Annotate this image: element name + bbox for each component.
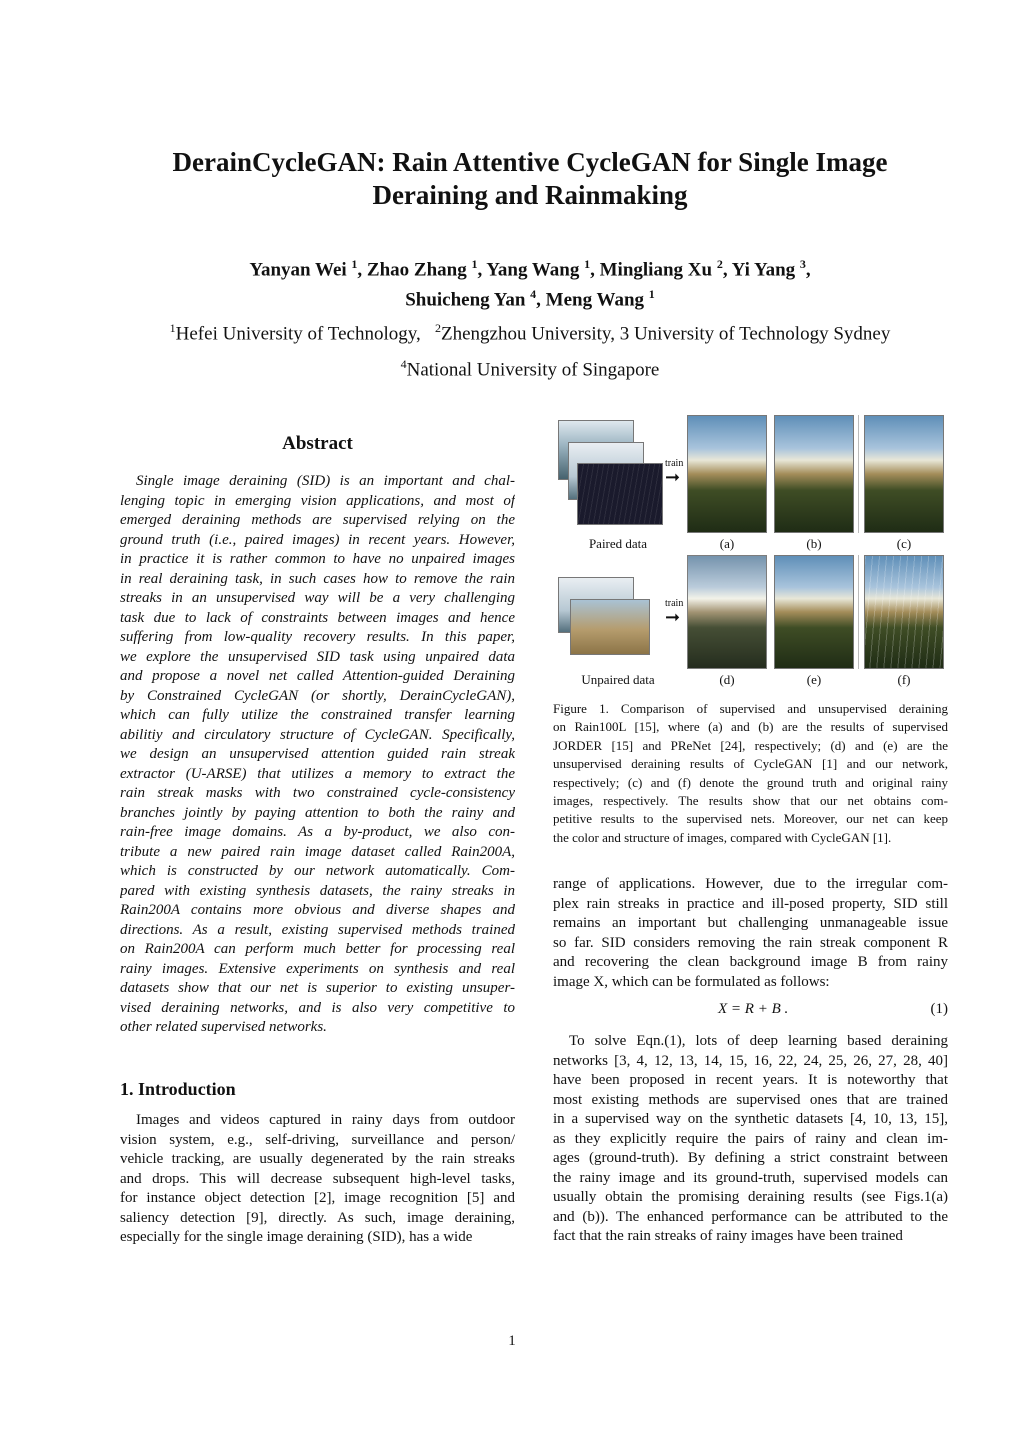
- caption-line: images, respectively. The results show that our net obtains com-: [553, 792, 948, 808]
- body-line: usually obtain the promising deraining results (see Figs.1(a): [553, 1189, 948, 1205]
- abstract-line: emerged deraining methods are supervised relying on the: [120, 512, 515, 528]
- equation-1: [553, 1001, 948, 1023]
- body-line: in a supervised way on the synthetic datasets [4, 10, 13, 15],: [553, 1111, 948, 1127]
- abstract-body: [120, 472, 515, 1038]
- author-affiliation-marker: 3: [799, 257, 806, 271]
- introduction-line: vision system, e.g., self-driving, surveillance and person/: [120, 1131, 515, 1148]
- figure-1-caption: [553, 700, 948, 847]
- affiliation-line-2: [80, 349, 980, 385]
- introduction-line: for instance object detection [2], image recognition [5] and: [120, 1190, 515, 1206]
- body-line: so far. SID considers removing the rain streak component R: [553, 934, 948, 951]
- caption-line: unsupervised deraining results of CycleGAN [1] and our network,: [553, 756, 948, 772]
- paired-data-label: Paired data: [588, 536, 648, 551]
- body-line: and (b)). The enhanced performance can be attributed to the: [553, 1208, 948, 1225]
- introduction-heading: 1. Introduction: [120, 1079, 236, 1099]
- author-affiliation-marker: 2: [716, 257, 723, 271]
- abstract-line: rain streak masks with two constrained cycle-consistency: [120, 785, 515, 801]
- arrow-right-icon: ➞: [665, 607, 681, 627]
- train-label: train: [665, 598, 684, 609]
- author-separator: ,: [536, 289, 546, 311]
- body-line: remains an important but challenging unmanageable issue: [553, 915, 948, 931]
- panel-c-image: [864, 415, 944, 533]
- panel-a-label: (a): [719, 536, 735, 551]
- abstract-line: vised deraining networks, and is also very competitive to: [120, 999, 515, 1016]
- abstract-line: on Rain200A can perform much better for processing real: [120, 941, 515, 957]
- abstract-line: and propose a novel net called Attention-guided Deraining: [120, 668, 515, 684]
- affiliation-marker: 4: [400, 357, 407, 372]
- author-separator: ,: [590, 259, 600, 281]
- panel-b-label: (b): [806, 536, 822, 551]
- abstract-line: branches jointly by paying attention to both the rainy and: [120, 804, 515, 821]
- introduction-line: and drops. This will decrease subsequent high-level tasks,: [120, 1170, 515, 1187]
- body-line: range of applications. However, due to the irregular com-: [553, 876, 948, 892]
- author-name: Mingliang Xu: [599, 259, 713, 281]
- abstract-line: we explore the unsupervised SID task using unpaired data: [120, 648, 515, 665]
- body-line: To solve Eqn.(1), lots of deep learning based deraining: [569, 1033, 948, 1049]
- affiliation-marker: 2: [435, 321, 441, 335]
- body-line: and recovering the clean background image B from rainy: [553, 954, 948, 970]
- author-separator: ,: [722, 259, 732, 281]
- abstract-line: Single image deraining (SID) is an important and chal-: [136, 473, 515, 489]
- body-line: image X, which can be formulated as follows:: [553, 973, 830, 990]
- author-name: Shuicheng Yan: [405, 289, 526, 311]
- caption-line: Figure 1. Comparison of supervised and unsupervised deraining: [553, 701, 948, 716]
- author-separator: ,: [477, 259, 487, 281]
- introduction-line: saliency detection [9], directly. As such, image deraining,: [120, 1209, 515, 1226]
- body-line: plex rain streaks in practice and ill-posed property, SID still: [553, 895, 948, 912]
- abstract-line: which can fully utilize the constrained transfer learning: [120, 707, 515, 723]
- abstract-line: rainy images. Extensive experiments on synthesis and real: [120, 960, 515, 977]
- abstract-line: ground truth (i.e., paired images) in recent years. However,: [120, 531, 515, 548]
- paper-title: [100, 146, 960, 212]
- author-affiliation-marker: 1: [351, 257, 358, 271]
- abstract-line: which is constructed by our network automatically. Com-: [120, 863, 515, 879]
- abstract-line: datasets show that our net is superior to existing unsuper-: [120, 980, 515, 996]
- figure-1: [553, 415, 948, 693]
- introduction-line: vehicle tracking, are usually degenerated by the rain streaks: [120, 1151, 515, 1167]
- body-line: most existing methods are supervised ones that are trained: [553, 1091, 948, 1108]
- panel-d-image: [687, 555, 767, 669]
- abstract-line: in real deraining task, in such cases how to remove the rain: [120, 570, 515, 587]
- author-name: Meng Wang: [545, 289, 645, 311]
- abstract-line: abilitiy and circulatory structure of CycleGAN. Specifically,: [120, 726, 515, 743]
- abstract-line: directions. As a result, existing supervised methods trained: [120, 921, 515, 938]
- abstract-line: task due to lack of constraints between images and hence: [120, 609, 515, 626]
- panel-c-label: (c): [896, 536, 912, 551]
- train-label: train: [665, 458, 684, 469]
- caption-line: the color and structure of images, compared with CycleGAN [1].: [553, 829, 892, 845]
- caption-line: on Rain100L [15], where (a) and (b) are the results of supervised: [553, 719, 948, 735]
- abstract-line: we design an unsupervised attention guided rain streak: [120, 746, 515, 762]
- body-paragraph-2: [553, 1032, 948, 1247]
- page-number: 1: [508, 1333, 516, 1349]
- panel-f-label: (f): [897, 672, 911, 687]
- affiliation-marker: 1: [169, 321, 176, 335]
- panel-e-image: [774, 555, 854, 669]
- abstract-line: in practice it is rather common to have no unpaired images: [120, 551, 515, 567]
- panel-a-image: [687, 415, 767, 533]
- panel-d-label: (d): [719, 672, 735, 687]
- equation-expression: X = R + B .: [718, 1001, 789, 1017]
- abstract-line: lenging topic in emerging vision applications, and most of: [120, 492, 515, 509]
- author-name: Yanyan Wei: [249, 259, 347, 281]
- abstract-line: other related supervised networks.: [120, 1019, 327, 1035]
- panel-f-image: [864, 555, 944, 669]
- author-separator: ,: [805, 259, 811, 281]
- abstract-line: streaks in an unsupervised way will be a very challenging: [120, 590, 515, 606]
- abstract-line: by Constrained CycleGAN (or shortly, DerainCycleGAN),: [120, 687, 515, 704]
- introduction-body: [120, 1111, 515, 1248]
- introduction-line: Images and videos captured in rainy days from outdoor: [136, 1112, 515, 1128]
- figure-divider: [858, 555, 859, 669]
- figure-divider: [858, 415, 859, 533]
- author-name: Yang Wang: [486, 259, 580, 281]
- caption-line: JORDER [15] and PReNet [24], respectively; (d) and (e) are the: [553, 737, 948, 753]
- author-name: Yi Yang: [731, 259, 796, 281]
- abstract-line: extractor (U-ARSE) that utilizes a memory to extract the: [120, 765, 515, 782]
- body-line: ages (ground-truth). By defining a strict constraint between: [553, 1150, 948, 1166]
- abstract-line: Rain200A contains more obvious and diverse shapes and: [120, 902, 515, 918]
- caption-line: petitive results to the supervised nets. Moreover, our net can keep: [553, 811, 948, 827]
- body-line: have been proposed in recent years. It is noteworthy that: [553, 1072, 948, 1088]
- abstract-line: tribute a new paired rain image dataset called Rain200A,: [120, 843, 515, 860]
- unpaired-input-image-2: [570, 599, 650, 655]
- body-line: networks [3, 4, 12, 13, 14, 15, 16, 22, 24, 25, 26, 27, 28, 40]: [553, 1052, 948, 1069]
- author-list: [100, 252, 960, 313]
- unpaired-data-label: Unpaired data: [581, 672, 655, 687]
- affiliation-text: Hefei University of Technology,: [175, 323, 421, 345]
- affiliation-text: National University of Singapore: [406, 359, 660, 381]
- abstract-line: suffering from low-quality recovery results. In this paper,: [120, 629, 515, 645]
- author-line-1: [100, 252, 960, 282]
- body-line: fact that the rain streaks of rainy images have been trained: [553, 1228, 903, 1244]
- author-separator: ,: [357, 259, 367, 281]
- author-line-2: [100, 282, 960, 312]
- paired-rain-mask-image: [577, 463, 663, 525]
- panel-e-label: (e): [806, 672, 822, 687]
- abstract-heading: Abstract: [282, 433, 353, 454]
- abstract-line: rain-free image domains. As a by-product, we also con-: [120, 824, 515, 840]
- title-line-1: DerainCycleGAN: Rain Attentive CycleGAN for Single Image: [172, 147, 888, 177]
- author-affiliation-marker: 1: [648, 287, 655, 302]
- affiliation-line-1: [80, 313, 980, 349]
- title-line-2: Deraining and Rainmaking: [372, 180, 688, 210]
- author-affiliation-marker: 4: [530, 287, 537, 302]
- affiliation-text: Zhengzhou University, 3 University of Technology Sydney: [441, 323, 891, 345]
- author-name: Zhao Zhang: [366, 259, 467, 281]
- caption-line: respectively; (c) and (f) denote the ground truth and original rainy: [553, 774, 948, 790]
- equation-number: (1): [930, 1001, 948, 1017]
- body-paragraph-1: [553, 875, 948, 992]
- abstract-line: pared with existing synthesis datasets, the rainy streaks in: [120, 882, 515, 899]
- introduction-line: especially for the single image deraining (SID), has a wide: [120, 1229, 473, 1245]
- body-line: the rainy image and its ground-truth, supervised models can: [553, 1169, 948, 1186]
- affiliations: [80, 313, 980, 386]
- body-line: as they explicitly require the pairs of rainy and clean im-: [553, 1130, 948, 1147]
- arrow-right-icon: ➞: [665, 467, 681, 487]
- panel-b-image: [774, 415, 854, 533]
- author-affiliation-marker: 1: [471, 257, 478, 271]
- author-affiliation-marker: 1: [584, 257, 591, 271]
